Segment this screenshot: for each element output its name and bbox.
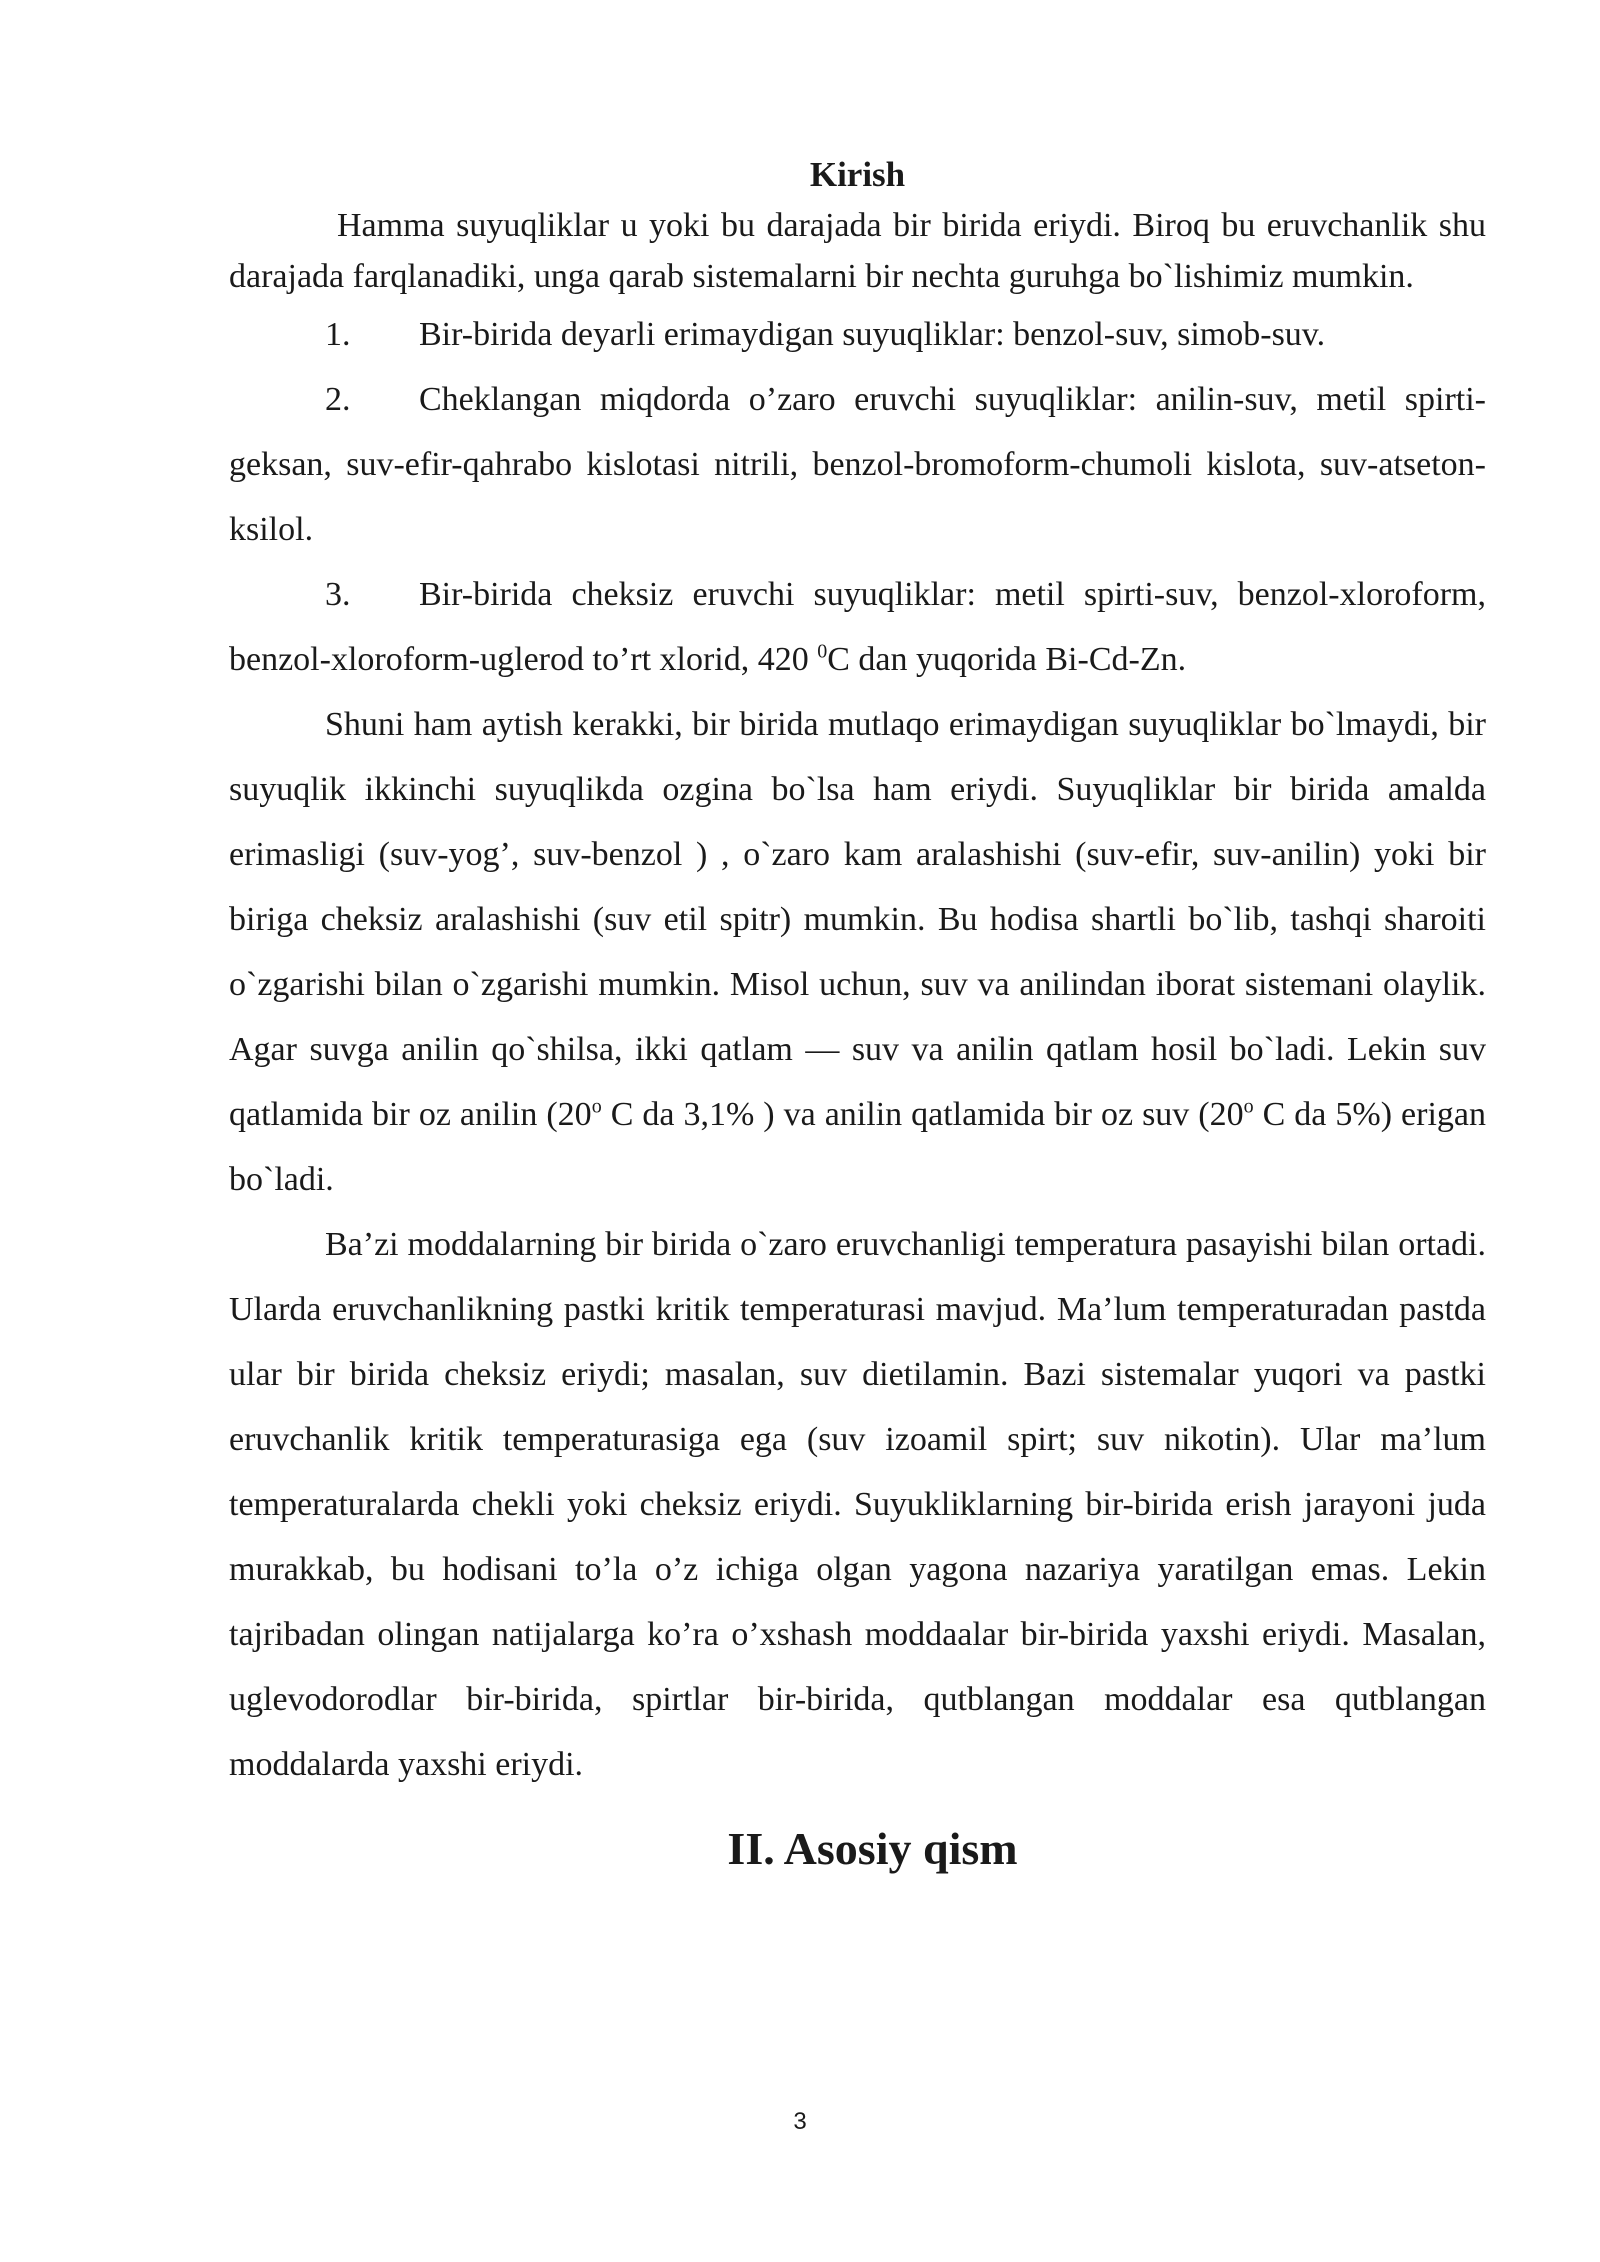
list-item-text: Cheklangan miqdorda o’zaro eruvchi suyuqliklar: anilin-suv, metil spirti-geksan, suv-efir-qahrabo kislotasi nitrili, benzol-bromoform-chumoli kislota, suv-atseton-ksilol. [229,381,1486,548]
section-heading: II. Asosiy qism [727,1823,1018,1874]
list-item-text: Bir-birida cheksiz eruvchi suyuqliklar: metil spirti-suv, benzol-xloroform, benzol-xloroform-uglerod to’rt xlorid, 420 [229,576,1486,678]
paragraph-text: C da 3,1% ) va anilin qatlamida bir oz suv (20 [601,1096,1244,1133]
page-title: Kirish [809,155,906,194]
body-paragraph-1 [229,692,1486,1212]
list-item-text: Bir-birida deyarli erimaydigan suyuqliklar: benzol-suv, simob-suv. [419,316,1326,353]
list-item-1 [229,302,1486,367]
superscript: 0 [817,640,828,663]
list-item-number: 1. [325,316,351,353]
list-item-number: 3. [325,576,351,613]
list-item-number: 2. [325,381,351,418]
list-item-2 [229,367,1486,562]
list-item-3 [229,562,1486,692]
degree-superscript: o [1243,1095,1254,1118]
paragraph-text: Shuni ham aytish kerakki, bir birida mutlaqo erimaydigan suyuqliklar bo`lmaydi, bir suyuqlik ikkinchi suyuqlikda ozgina bo`lsa ham eriydi. Suyuqliklar bir birida amalda erimasligi (suv-yog’, suv-benzol ) , o`zaro kam aralashishi (suv-efir, suv-anilin) yoki bir biriga cheksiz aralashishi (suv etil spitr) mumkin. Bu hodisa shartli bo`lib, tashqi sharoiti o`zgarishi bilan o`zgarishi mumkin. Misol uchun, suv va anilindan iborat sistemani olaylik. Agar suvga anilin qo`shilsa, ikki qatlam — suv va anilin qatlam hosil bo`ladi. Lekin suv qatlamida bir oz anilin (20 [229,706,1486,1133]
list-item-text-end: C dan yuqorida Bi-Cd-Zn. [827,641,1187,678]
intro-paragraph: Hamma suyuqliklar u yoki bu darajada bir birida eriydi. Biroq bu eruvchanlik shu darajada farqlanadiki, unga qarab sistemalarni bir nechta guruhga bo`lishimiz mumkin. [229,207,1486,295]
body-paragraph-2: Ba’zi moddalarning bir birida o`zaro eruvchanligi temperatura pasayishi bilan ortadi. Ularda eruvchanlikning pastki kritik temperaturasi mavjud. Ma’lum temperaturadan pastda ular bir birida cheksiz eriydi; masalan, suv dietilamin. Bazi sistemalar yuqori va pastki eruvchanlik kritik temperaturasiga ega (suv izoamil spirt; suv nikotin). Ular ma’lum temperaturalarda chekli yoki cheksiz eriydi. Suyukliklarning bir-birida erish jarayoni juda murakkab, bu hodisani to’la o’z ichiga olgan yagona nazariya yaratilgan emas. Lekin tajribadan olingan natijalarga ko’ra o’xshash moddaalar bir-birida yaxshi eriydi. Masalan, uglevodorodlar bir-birida, spirtlar bir-birida, qutblangan moddalar esa qutblangan moddalarda yaxshi eriydi. [229,1226,1486,1783]
page-content [229,150,1486,1879]
page-number: 3 [793,2108,807,2135]
paragraph-text: C da 5%) erigan bo`ladi. [229,1096,1486,1198]
degree-superscript: o [591,1095,602,1118]
